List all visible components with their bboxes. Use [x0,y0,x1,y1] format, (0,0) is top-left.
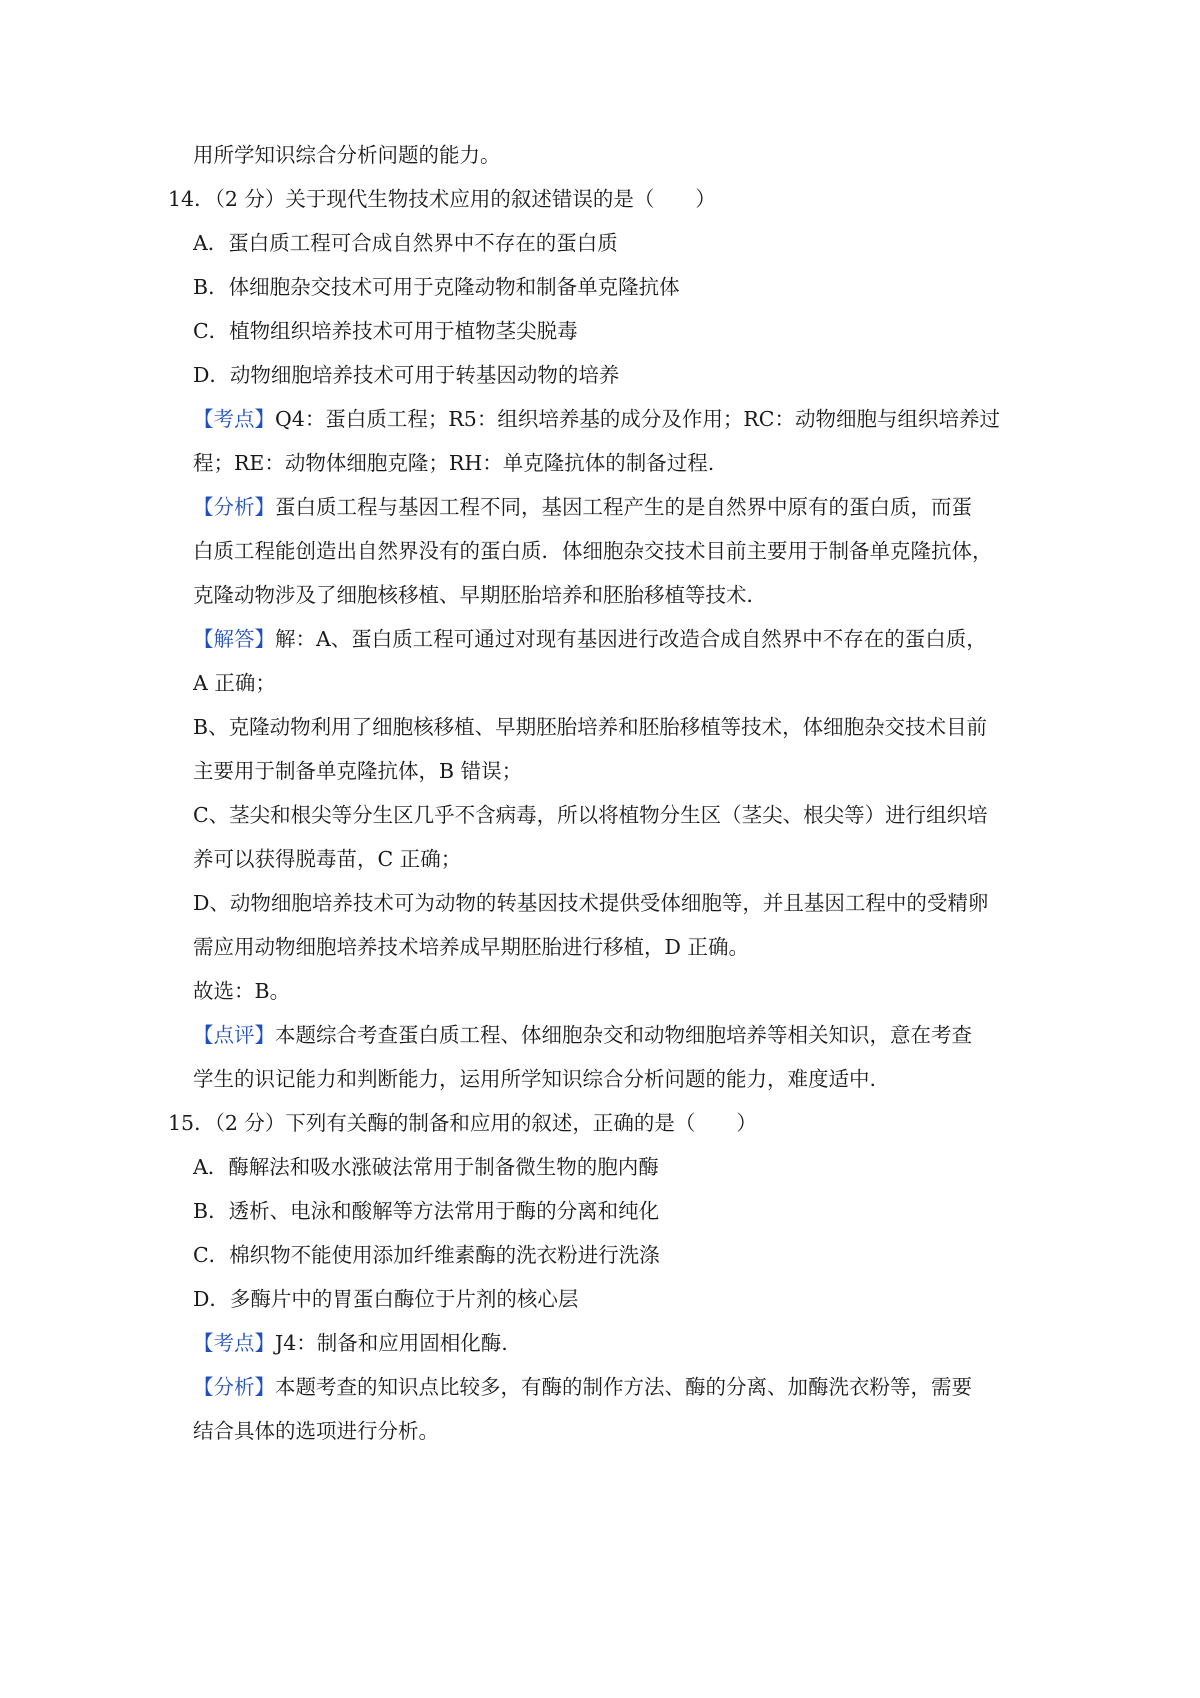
jieda-tag: 【解答】 [193,627,275,651]
q14-fenxi [193,493,972,521]
q14-jieda-line8: 需应用动物细胞培养技术培养成早期胚胎进行移植，D 正确。 [193,935,749,959]
q14-stem: 14．（2 分）关于现代生物技术应用的叙述错误的是（ ） [168,187,716,211]
q14-fenxi-line3: 克隆动物涉及了细胞核移植、早期胚胎培养和胚胎移植等技术． [193,583,767,607]
q14-dianping [193,1021,972,1049]
fenxi-text: 本题考查的知识点比较多，有酶的制作方法、酶的分离、加酶洗衣粉等，需要 [275,1375,972,1399]
q14-jieda-line2: A 正确； [193,671,276,695]
kaodian-tag: 【考点】 [193,1331,275,1355]
q15-option-c: C．棉织物不能使用添加纤维素酶的洗衣粉进行洗涤 [193,1243,660,1267]
q14-kaodian [193,405,1000,433]
fenxi-tag: 【分析】 [193,1375,275,1399]
q15-fenxi-line2: 结合具体的选项进行分析。 [193,1419,439,1443]
q14-kaodian-line2: 程；RE：动物体细胞克隆；RH：单克隆抗体的制备过程. [193,451,715,475]
q14-jieda-line5: C、茎尖和根尖等分生区几乎不含病毒，所以将植物分生区（茎尖、根尖等）进行组织培 [193,803,988,827]
q14-jieda-line9: 故选：B。 [193,979,291,1003]
q15-option-d: D．多酶片中的胃蛋白酶位于片剂的核心层 [193,1287,579,1311]
q14-jieda-line4: 主要用于制备单克隆抗体，B 错误； [193,759,523,783]
q15-kaodian [193,1329,508,1357]
q14-option-a: A．蛋白质工程可合成自然界中不存在的蛋白质 [193,231,618,255]
dianping-text: 本题综合考查蛋白质工程、体细胞杂交和动物细胞培养等相关知识，意在考查 [275,1023,972,1047]
jieda-text: 解：A、蛋白质工程可通过对现有基因进行改造合成自然界中不存在的蛋白质， [275,627,987,651]
fenxi-text: 蛋白质工程与基因工程不同，基因工程产生的是自然界中原有的蛋白质，而蛋 [275,495,972,519]
kaodian-text: J4：制备和应用固相化酶. [275,1331,508,1355]
q14-jieda [193,625,987,653]
q15-stem: 15．（2 分）下列有关酶的制备和应用的叙述，正确的是（ ） [168,1111,757,1135]
q14-dianping-line2: 学生的识记能力和判断能力，运用所学知识综合分析问题的能力，难度适中. [193,1067,877,1091]
q14-fenxi-line2: 白质工程能创造出自然界没有的蛋白质．体细胞杂交技术目前主要用于制备单克隆抗体， [193,539,993,563]
q14-jieda-line3: B、克隆动物利用了细胞核移植、早期胚胎培养和胚胎移植等技术，体细胞杂交技术目前 [193,715,988,739]
q15-option-b: B．透析、电泳和酸解等方法常用于酶的分离和纯化 [193,1199,660,1223]
fenxi-tag: 【分析】 [193,495,275,519]
kaodian-tag: 【考点】 [193,407,275,431]
q15-fenxi [193,1373,972,1401]
continuation-line: 用所学知识综合分析问题的能力。 [193,143,501,167]
q15-option-a: A．酶解法和吸水涨破法常用于制备微生物的胞内酶 [193,1155,659,1179]
q14-option-b: B．体细胞杂交技术可用于克隆动物和制备单克隆抗体 [193,275,680,299]
q14-jieda-line6: 养可以获得脱毒苗，C 正确； [193,847,462,871]
dianping-tag: 【点评】 [193,1023,275,1047]
kaodian-text: Q4：蛋白质工程；R5：组织培养基的成分及作用；RC：动物细胞与组织培养过 [275,407,1000,431]
q14-jieda-line7: D、动物细胞培养技术可为动物的转基因技术提供受体细胞等，并且基因工程中的受精卵 [193,891,989,915]
q14-option-c: C．植物组织培养技术可用于植物茎尖脱毒 [193,319,578,343]
q14-option-d: D．动物细胞培养技术可用于转基因动物的培养 [193,363,620,387]
